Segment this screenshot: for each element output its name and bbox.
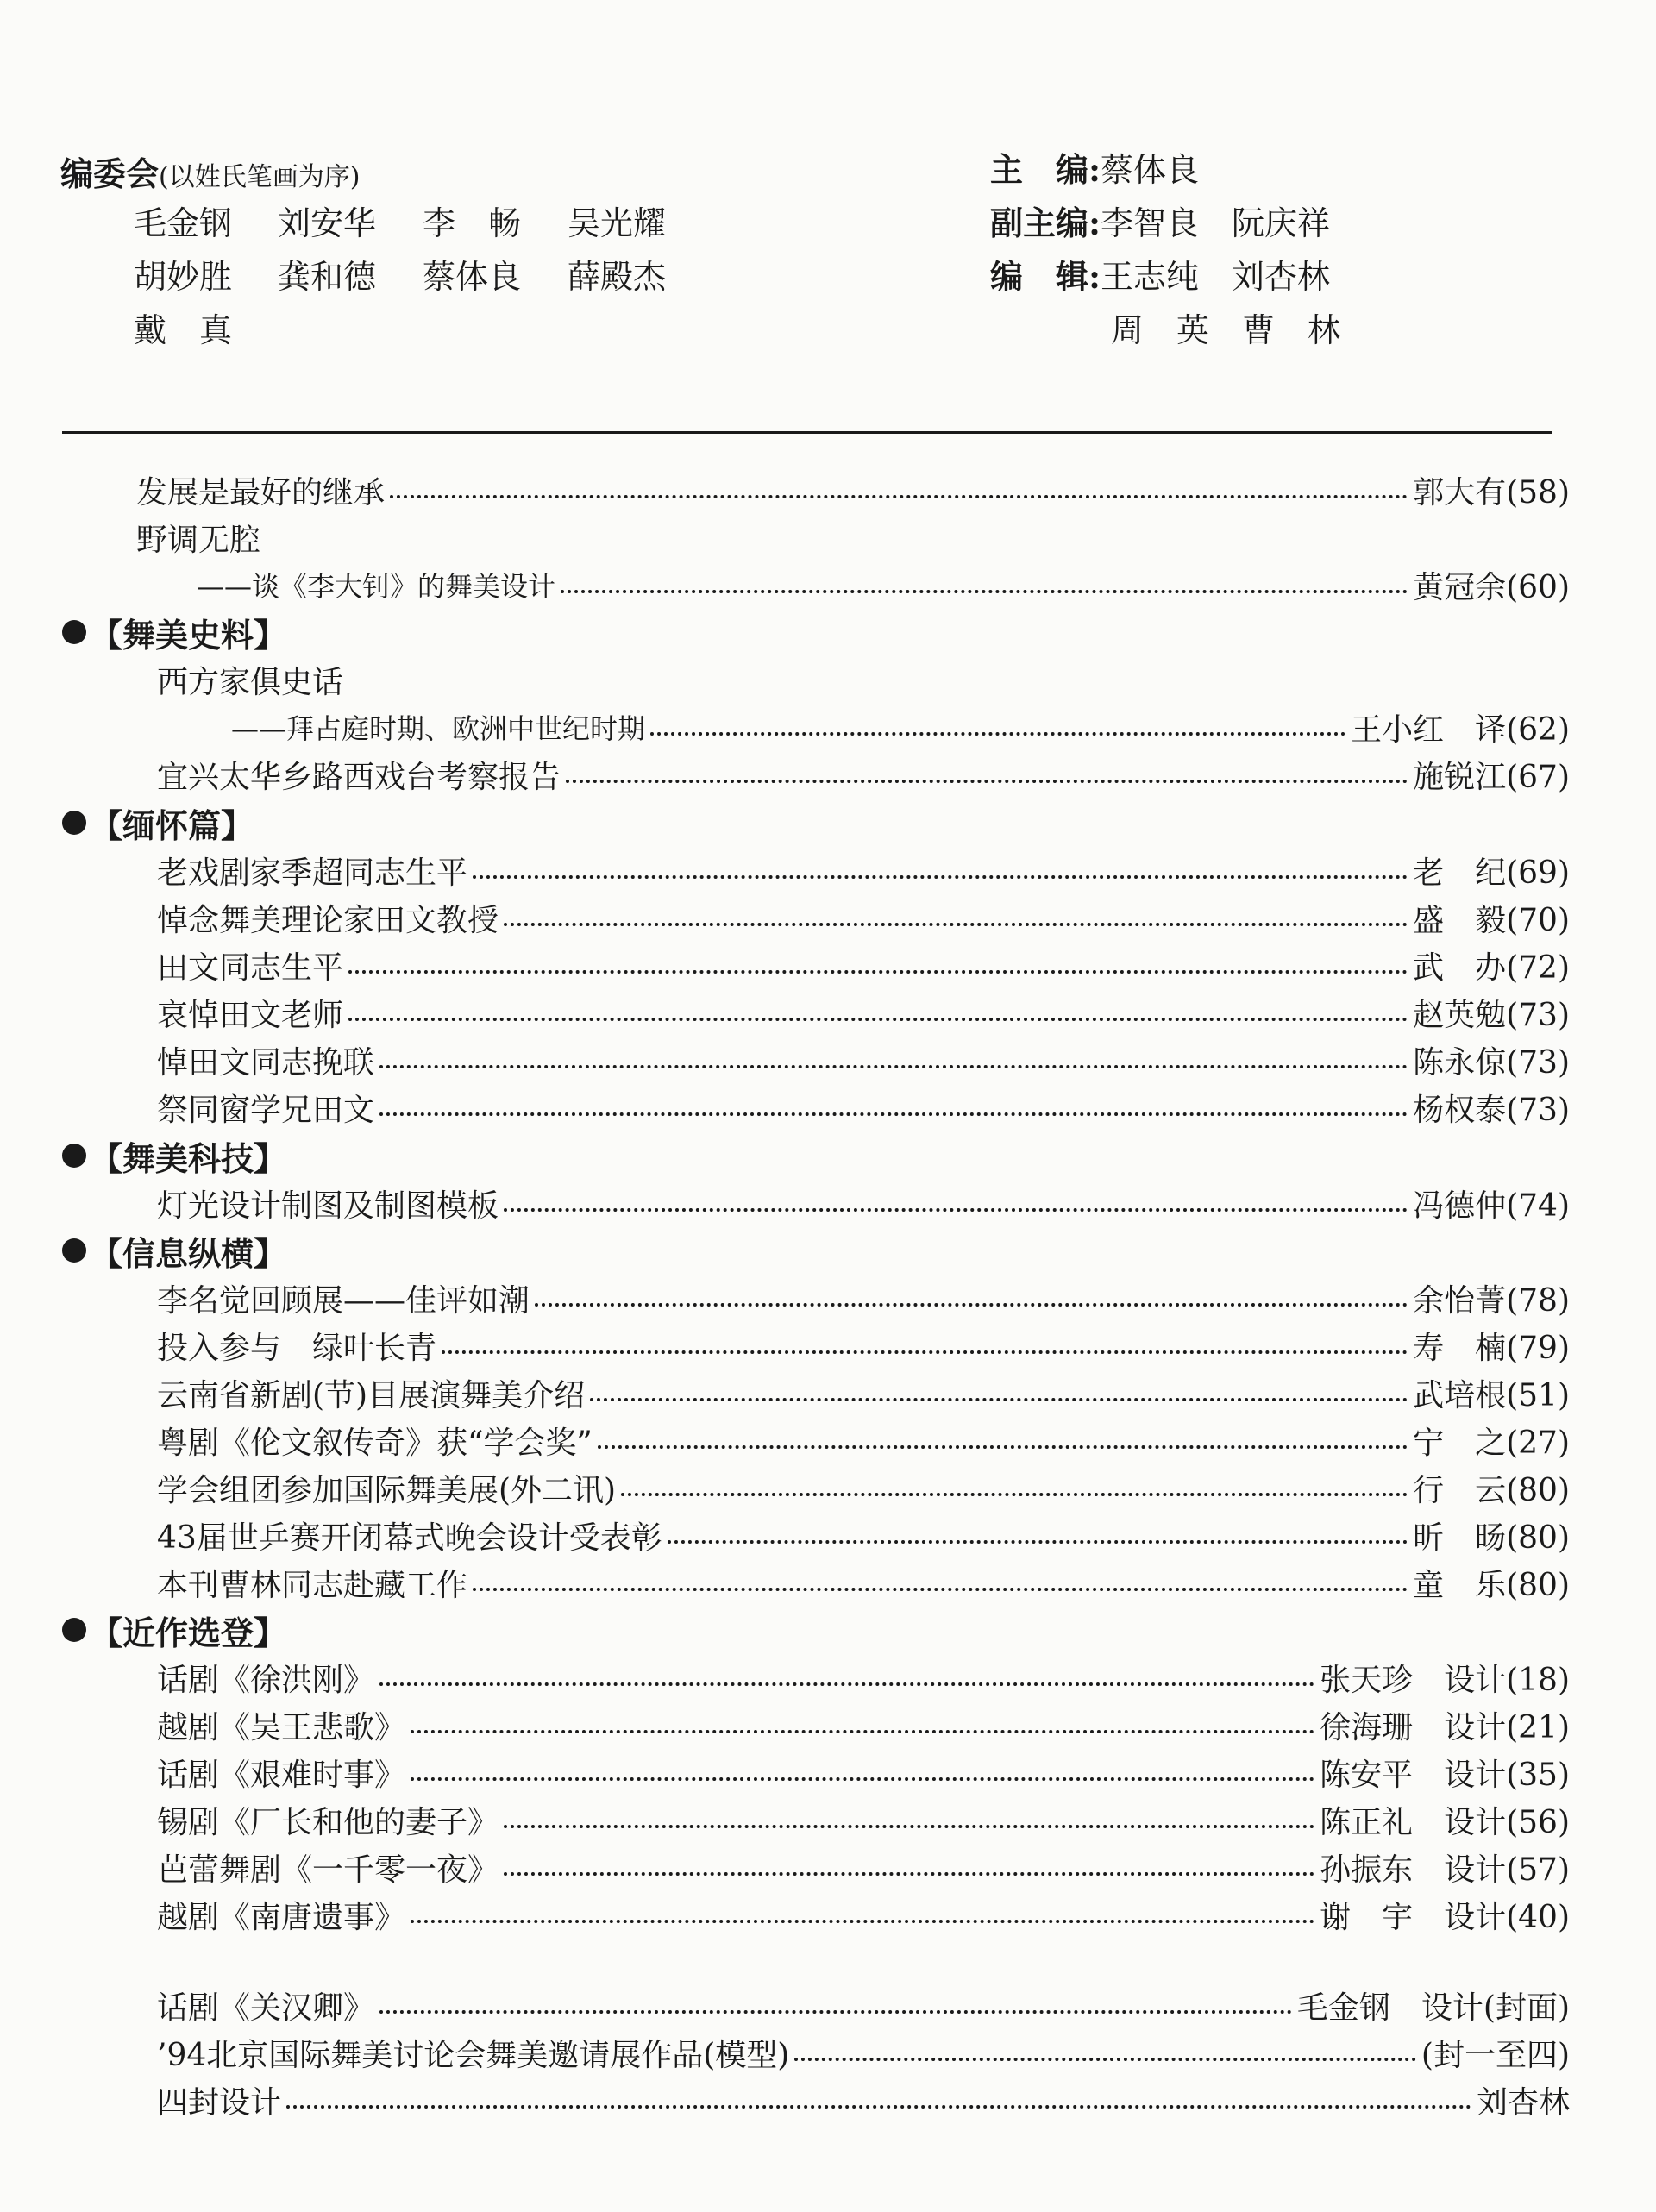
committee-heading (60, 151, 360, 201)
toc-entry[interactable] (157, 2029, 1570, 2076)
toc-entry-author-page: 寿 楠(79) (1413, 1330, 1570, 1366)
committee-member: 蔡体良 (423, 258, 522, 296)
toc-entry-author-page: 老 纪(69) (1413, 855, 1570, 891)
leader-dots (535, 1303, 1408, 1307)
toc-entry[interactable] (157, 1322, 1570, 1369)
committee-member: 胡妙胜 (134, 258, 233, 296)
toc-entry[interactable] (157, 1369, 1570, 1416)
toc-entry-title: 老戏剧家季超同志生平 (157, 855, 468, 891)
leader-dots (590, 1398, 1408, 1401)
toc-entry[interactable] (157, 1037, 1570, 1083)
toc-entry-author-page: 王小红 译(62) (1351, 711, 1570, 748)
toc-entry-title: 云南省新剧(节)目展演舞美介绍 (157, 1377, 586, 1413)
toc-entry-title: 四封设计 (157, 2084, 282, 2121)
toc-entry-title: ——谈《李大钊》的舞美设计 (197, 570, 556, 603)
toc-entry-author-page: 武 办(72) (1413, 949, 1570, 986)
toc-entry-title: 李名觉回顾展——佳评如潮 (157, 1282, 530, 1319)
toc-entry[interactable] (157, 847, 1570, 893)
toc-entry-title: 田文同志生平 (157, 949, 344, 986)
toc-entry-title: 话剧《艰难时事》 (157, 1757, 406, 1793)
toc-entry[interactable] (157, 656, 1570, 703)
leader-dots (621, 1493, 1408, 1496)
leader-dots (668, 1540, 1408, 1544)
section-name: 【舞美科技】 (90, 1139, 287, 1178)
toc-entry-author-page: 童 乐(80) (1413, 1567, 1570, 1603)
toc-entry[interactable] (157, 1654, 1570, 1701)
divider-line (62, 431, 1552, 434)
deputy-editor-value: 李智良 阮庆祥 (1101, 204, 1331, 242)
toc-entry-author-page: 黄冠余(60) (1413, 569, 1570, 605)
toc-entry-title: 投入参与 绿叶长青 (157, 1330, 437, 1366)
toc-entry-author-page: 盛 毅(70) (1413, 902, 1570, 938)
toc-entry-title: 野调无腔 (136, 522, 261, 558)
toc-entry-author-page: 赵英勉(73) (1413, 997, 1570, 1033)
toc-entry-author-page: 郭大有(58) (1413, 474, 1570, 511)
section-name: 【近作选登】 (90, 1614, 287, 1652)
leader-dots (380, 1682, 1314, 1686)
toc-entry[interactable] (157, 1701, 1570, 1748)
toc-entry[interactable] (157, 2077, 1570, 2123)
leader-dots (473, 875, 1408, 879)
leader-dots (598, 1445, 1408, 1449)
chief-editor (990, 147, 1199, 193)
leader-dots (411, 1920, 1314, 1923)
toc-entry[interactable] (157, 1559, 1570, 1606)
committee-member: 毛金钢 (134, 204, 233, 242)
committee-member: 戴 真 (134, 311, 233, 349)
bullet-icon (62, 1618, 86, 1642)
toc-entry-title: 哀悼田文老师 (157, 997, 344, 1033)
editors-label: 编 辑: (990, 257, 1101, 296)
leader-dots (348, 970, 1408, 974)
toc-entry-title: 锡剧《厂长和他的妻子》 (157, 1804, 499, 1840)
toc-entry-title: 宜兴太华乡路西戏台考察报告 (157, 759, 561, 795)
toc-entry[interactable] (157, 1749, 1570, 1795)
committee-member: 刘安华 (278, 204, 377, 242)
toc-entry-author-page: (封一至四) (1421, 2037, 1570, 2073)
toc-entry[interactable] (157, 942, 1570, 988)
committee-member: 李 畅 (423, 204, 522, 242)
toc-entry[interactable] (157, 1417, 1570, 1463)
editors (990, 254, 1330, 300)
committee-title: 编委会 (60, 154, 160, 193)
leader-dots (504, 1208, 1408, 1212)
toc-entry-author-page: 施锐江(67) (1413, 759, 1570, 795)
leader-dots (380, 1112, 1408, 1116)
leader-dots (561, 590, 1408, 593)
toc-entry-title: 越剧《南唐遗事》 (157, 1899, 406, 1935)
bullet-icon (62, 1144, 86, 1168)
toc-entry[interactable] (157, 1844, 1570, 1890)
toc-entry-title: 43届世乒赛开闭幕式晚会设计受表彰 (157, 1520, 662, 1556)
toc-entry-author-page: 徐海珊 设计(21) (1320, 1709, 1570, 1745)
section-name: 【缅怀篇】 (90, 806, 254, 845)
toc-entry-author-page: 宁 之(27) (1413, 1425, 1570, 1461)
deputy-editor (990, 200, 1330, 247)
toc-entry[interactable] (136, 467, 1570, 513)
toc-entry[interactable] (197, 561, 1570, 608)
toc-entry[interactable] (157, 1464, 1570, 1511)
toc-entry[interactable] (157, 1275, 1570, 1321)
toc-entry-author-page: 武培根(51) (1413, 1377, 1570, 1413)
editors-value-line2: 周 英 曹 林 (1111, 311, 1341, 349)
toc-entry[interactable] (157, 1512, 1570, 1558)
toc-entry-title: 芭蕾舞剧《一千零一夜》 (157, 1852, 499, 1888)
toc-entry[interactable] (157, 894, 1570, 941)
toc-entry-author-page: 余怡菁(78) (1413, 1282, 1570, 1319)
leader-dots (566, 780, 1408, 783)
toc-entry-title: 话剧《徐洪刚》 (157, 1662, 375, 1698)
editors-value: 王志纯 刘杏林 (1101, 258, 1331, 296)
committee-note: (以姓氏笔画为序) (159, 162, 361, 192)
committee-member: 吴光耀 (568, 204, 667, 242)
toc-entry-author-page: 昕 旸(80) (1413, 1520, 1570, 1556)
leader-dots (650, 732, 1346, 736)
toc-entry-title: 话剧《关汉卿》 (157, 1990, 375, 2026)
toc-entry-title: 发展是最好的继承 (136, 474, 386, 511)
chief-editor-value: 蔡体良 (1101, 151, 1200, 189)
leader-dots (286, 2105, 1471, 2109)
leader-dots (380, 2010, 1292, 2014)
toc-entry-author-page: 杨权泰(73) (1413, 1092, 1570, 1128)
section-name: 【舞美史料】 (90, 616, 287, 655)
deputy-editor-label: 副主编: (990, 204, 1101, 242)
committee-member: 龚和德 (278, 258, 377, 296)
toc-entry[interactable] (231, 704, 1570, 750)
leader-dots (390, 495, 1408, 498)
toc-entry-title: 粤剧《伦文叙传奇》获“学会奖” (157, 1425, 593, 1461)
toc-entry[interactable] (157, 1891, 1570, 1938)
toc-entry-title: ’94北京国际舞美讨论会舞美邀请展作品(模型) (157, 2037, 790, 2073)
toc-entry-author-page: 陈安平 设计(35) (1320, 1757, 1570, 1793)
toc-entry-title: 悼念舞美理论家田文教授 (157, 902, 499, 938)
leader-dots (380, 1065, 1408, 1068)
toc-entry[interactable] (157, 989, 1570, 1036)
leader-dots (794, 2058, 1416, 2061)
toc-section-heading (62, 1226, 286, 1275)
toc-entry[interactable] (157, 1982, 1570, 2028)
toc-entry[interactable] (157, 1084, 1570, 1131)
committee-member: 薛殿杰 (568, 258, 667, 296)
leader-dots (411, 1777, 1314, 1781)
leader-dots (504, 1872, 1314, 1876)
bullet-icon (62, 811, 86, 835)
toc-entry-title: 祭同窗学兄田文 (157, 1092, 375, 1128)
leader-dots (504, 923, 1408, 926)
toc-entry-author-page: 陈正礼 设计(56) (1320, 1804, 1570, 1840)
toc-entry-title: 西方家俱史话 (157, 664, 344, 700)
toc-entry[interactable] (157, 1180, 1570, 1226)
toc-entry-author-page: 张天珍 设计(18) (1320, 1662, 1570, 1698)
leader-dots (473, 1588, 1408, 1591)
toc-entry[interactable] (157, 1796, 1570, 1843)
leader-dots (504, 1825, 1314, 1828)
bullet-icon (62, 1238, 86, 1263)
toc-entry-title: 越剧《吴王悲歌》 (157, 1709, 406, 1745)
toc-section-heading (62, 1606, 286, 1654)
leader-dots (442, 1350, 1408, 1354)
toc-section-heading (62, 799, 254, 847)
leader-dots (348, 1018, 1408, 1021)
leader-dots (411, 1730, 1314, 1733)
toc-entry-author-page: 陈永倞(73) (1413, 1044, 1570, 1081)
toc-entry-author-page: 行 云(80) (1413, 1472, 1570, 1508)
toc-section-heading (62, 608, 286, 656)
toc-section-heading (62, 1131, 286, 1180)
toc-entry-title: 学会组团参加国际舞美展(外二讯) (157, 1472, 617, 1508)
toc-entry[interactable] (136, 514, 1570, 561)
toc-entry-author-page: 孙振东 设计(57) (1320, 1852, 1570, 1888)
toc-entry-title: 悼田文同志挽联 (157, 1044, 375, 1081)
chief-editor-label: 主 编: (990, 150, 1101, 189)
toc-entry-title: ——拜占庭时期、欧洲中世纪时期 (231, 712, 646, 745)
toc-entry[interactable] (157, 751, 1570, 798)
toc-entry-author-page: 刘杏林 (1476, 2084, 1570, 2121)
toc-entry-author-page: 冯德仲(74) (1413, 1187, 1570, 1224)
toc-entry-author-page: 谢 宇 设计(40) (1320, 1899, 1570, 1935)
toc-entry-title: 本刊曹林同志赴藏工作 (157, 1567, 468, 1603)
bullet-icon (62, 620, 86, 644)
toc-entry-author-page: 毛金钢 设计(封面) (1296, 1990, 1570, 2026)
toc-entry-title: 灯光设计制图及制图模板 (157, 1187, 499, 1224)
section-name: 【信息纵横】 (90, 1234, 287, 1273)
